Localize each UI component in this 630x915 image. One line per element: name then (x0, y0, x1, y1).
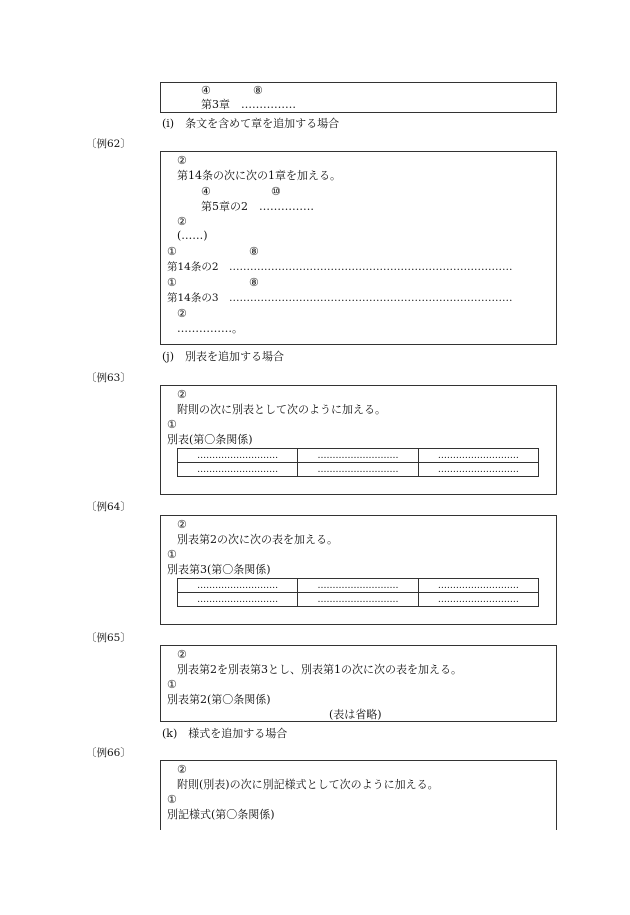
added-table (177, 448, 539, 477)
table-cell: ……………………… (298, 463, 418, 477)
table-row (178, 463, 539, 477)
instruction-text: 別表第2を別表第3とし、別表第1の次に次の表を加える。 (177, 663, 462, 676)
example-box-top (160, 82, 557, 113)
circled-number: ① (167, 548, 177, 561)
circled-number: ② (177, 307, 187, 320)
table-cell: ……………………… (298, 593, 418, 607)
circled-number: ② (177, 154, 187, 167)
example-label-63: 〔例63〕 (86, 372, 131, 384)
chapter-line: 第3章 …………… (201, 98, 296, 111)
instruction-text: 附則の次に別表として次のように加える。 (177, 403, 386, 416)
omitted-note: (表は省略) (329, 708, 382, 721)
instruction-text: 附則(別表)の次に別記様式として次のように加える。 (177, 778, 439, 791)
section-heading-j: (j) 別表を追加する場合 (162, 350, 284, 363)
instruction-text: 別表第2の次に次の表を加える。 (177, 533, 338, 546)
circled-number: ⑩ (271, 185, 281, 198)
table-cell: ……………………… (298, 579, 418, 593)
form-title: 別記様式(第〇条関係) (167, 808, 275, 821)
table-cell: ……………………… (178, 463, 298, 477)
table-title: 別表第3(第〇条関係) (167, 563, 271, 576)
example-box-62 (160, 151, 557, 345)
table-title: 別表第2(第〇条関係) (167, 693, 271, 706)
circled-number: ① (167, 418, 177, 431)
example-label-65: 〔例65〕 (86, 632, 131, 644)
circled-number: ④ (201, 84, 211, 97)
circled-number: ① (167, 245, 177, 258)
circled-number: ⑧ (249, 245, 259, 258)
table-cell: ……………………… (418, 463, 538, 477)
circled-number: ① (167, 276, 177, 289)
circled-number: ① (167, 793, 177, 806)
section-heading-i: (i) 条文を含めて章を追加する場合 (162, 117, 340, 130)
circled-number: ⑧ (249, 276, 259, 289)
table-row (178, 449, 539, 463)
example-box-64 (160, 515, 557, 625)
table-cell: ……………………… (418, 593, 538, 607)
example-label-66: 〔例66〕 (86, 747, 131, 759)
section-heading-k: (k) 様式を追加する場合 (162, 727, 288, 740)
circled-number: ② (177, 648, 187, 661)
example-label-62: 〔例62〕 (86, 138, 131, 150)
table-row (178, 593, 539, 607)
added-table (177, 578, 539, 607)
article-line: 第14条の3 ……………………………………………………………………… (167, 292, 513, 304)
table-cell: ……………………… (418, 579, 538, 593)
chapter-line: 第5章の2 …………… (201, 200, 314, 213)
circled-number: ④ (201, 185, 211, 198)
instruction-text: 第14条の次に次の1章を加える。 (177, 169, 341, 182)
table-row (178, 579, 539, 593)
example-box-66 (160, 760, 557, 830)
table-cell: ……………………… (178, 449, 298, 463)
caption-line: (……) (177, 229, 208, 242)
circled-number: ② (177, 763, 187, 776)
circled-number: ⑧ (253, 84, 263, 97)
table-cell: ……………………… (178, 579, 298, 593)
circled-number: ② (177, 215, 187, 228)
table-cell: ……………………… (418, 449, 538, 463)
example-box-65 (160, 645, 557, 722)
circled-number: ① (167, 678, 177, 691)
example-label-64: 〔例64〕 (86, 501, 131, 513)
table-cell: ……………………… (298, 449, 418, 463)
table-cell: ……………………… (178, 593, 298, 607)
circled-number: ② (177, 518, 187, 531)
text-line: ……………。 (177, 322, 243, 335)
example-box-63 (160, 385, 557, 495)
circled-number: ② (177, 388, 187, 401)
table-title: 別表(第〇条関係) (167, 433, 253, 446)
article-line: 第14条の2 ……………………………………………………………………… (167, 261, 513, 273)
